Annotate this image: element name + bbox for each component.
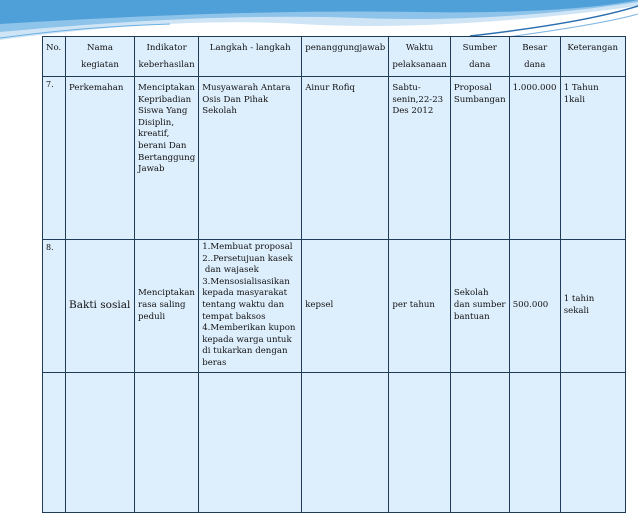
- header-keterangan: Keterangan: [560, 37, 625, 77]
- row-keterangan: 1 tahin sekali: [560, 240, 625, 373]
- row-waktu: per tahun: [389, 240, 451, 373]
- activity-table: [42, 36, 626, 513]
- table-row: [43, 240, 626, 373]
- empty-cell: [560, 372, 625, 512]
- row-waktu: Sabtu-senin,22-23 Des 2012: [389, 77, 451, 240]
- empty-cell: [509, 372, 560, 512]
- langkah-step: 2..Persetujuan kasek: [202, 253, 293, 264]
- row-besar-dana: 1.000.000: [509, 77, 560, 240]
- table-row: [43, 77, 626, 240]
- empty-cell: [302, 372, 389, 512]
- row-langkah: [199, 77, 302, 240]
- langkah-step: Musyawarah Antara Osis Dan Pihak Sekolah: [202, 83, 291, 117]
- empty-cell: [389, 372, 451, 512]
- table-row-empty: [43, 372, 626, 512]
- empty-cell: [135, 372, 199, 512]
- row-penanggungjawab: kepsel: [302, 240, 389, 373]
- header-no: No.: [43, 37, 66, 77]
- empty-cell: [199, 372, 302, 512]
- langkah-step: 4.Memberikan kupon kepada warga untuk di tukarkan dengan beras: [202, 323, 296, 368]
- row-langkah: [199, 240, 302, 373]
- header-langkah: Langkah - langkah: [199, 37, 302, 77]
- row-sumber-dana: Sekolah dan sumber bantuan: [450, 240, 509, 373]
- header-indikator: Indikator keberhasilan: [135, 37, 199, 77]
- row-keterangan: 1 Tahun 1kali: [560, 77, 625, 240]
- row-no: 7.: [43, 77, 66, 240]
- langkah-step: 1.Membuat proposal: [202, 242, 293, 252]
- langkah-step: 3.Mensosialisasikan kepada masyarakat tentang waktu dan tempat baksos: [202, 276, 290, 322]
- row-indikator: Menciptakan Kepribadian Siswa Yang Disiplin, kreatif, berani Dan Bertanggung Jawab: [135, 77, 199, 240]
- row-sumber-dana: Proposal Sumbangan: [450, 77, 509, 240]
- row-besar-dana: 500.000: [509, 240, 560, 373]
- row-nama: Bakti sosial: [66, 240, 135, 373]
- empty-cell: [66, 372, 135, 512]
- header-sumber-dana: Sumber dana: [450, 37, 509, 77]
- row-penanggungjawab: Ainur Rofiq: [302, 77, 389, 240]
- row-no: 8.: [43, 240, 66, 373]
- header-nama-kegiatan: Nama kegiatan: [66, 37, 135, 77]
- row-indikator: Menciptakan rasa saling peduli: [135, 240, 199, 373]
- header-row: [43, 37, 626, 77]
- header-penanggungjawab: penanggungjawab: [302, 37, 389, 77]
- langkah-step: dan wajasek: [202, 265, 259, 276]
- empty-cell: [43, 372, 66, 512]
- empty-cell: [450, 372, 509, 512]
- row-nama: Perkemahan: [66, 77, 135, 240]
- header-besar-dana: Besar dana: [509, 37, 560, 77]
- header-waktu: Waktu pelaksanaan: [389, 37, 451, 77]
